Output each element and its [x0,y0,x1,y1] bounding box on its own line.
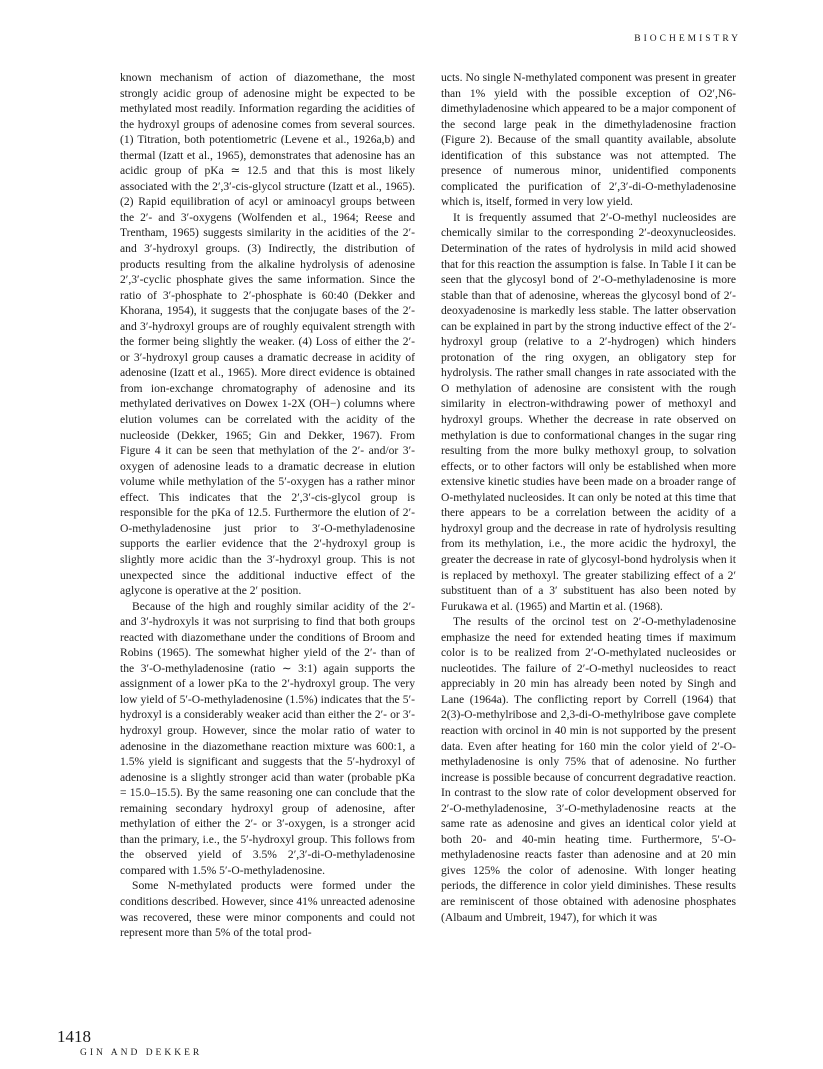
paragraph: known mechanism of action of diazomethane, the most strongly acidic group of adenosine might be expected to be methylated most readily. Information regarding the acidities of the hydroxyl groups of adenosine comes from several sources. (1) Titration, both potentiometric (Levene et al., 1926a,b) and thermal (Izatt et al., 1965), demonstrates that adenosine has an acidic group of pKa ≃ 12.5 and that this is most likely associated with the 2′,3′-cis-glycol structure (Izatt et al., 1965). (2) Rapid equilibration of acyl or aminoacyl groups between the 2′- and 3′-oxygens (Wolfenden et al., 1964; Reese and Trentham, 1965) suggests similarity in the acidities of the 2′- and 3′-hydroxyl groups. (3) Indirectly, the distribution of products resulting from the alkaline hydrolysis of adenosine 2′,3′-cyclic phosphate gives the same information. Since the ratio of 3′-phosphate to 2′-phosphate is 60:40 (Dekker and Khorana, 1954), it suggests that the conjugate bases of the 2′- and 3′-hydroxyl groups are of roughly equivalent strength with the former being slightly the weaker. (4) Loss of either the 2′- or 3′-hydroxyl group causes a dramatic decrease in acidity of adenosine (Izatt et al., 1965). More direct evidence is obtained from ion-exchange chromatography of adenosine and its methylated derivatives on Dowex 1-2X (OH−) columns where elution volumes can be correlated with the acidity of the nucleoside (Dekker, 1965; Gin and Dekker, 1967). From Figure 4 it can be seen that methylation of the 2′- and/or 3′-oxygen of adenosine leads to a dramatic decrease in elution volume while methylation of the 5′-oxygen has a rather minor effect. This indicates that the 2′,3′-cis-glycol group is responsible for the pKa of 12.5. Furthermore the elution of 2′-O-methyladenosine just prior to 3′-O-methyladenosine supports the earlier evidence that the 2′-hydroxyl group is slightly more acidic than the 3′-hydroxyl group. This is not unexpected since the additional inductive effect of the aglycone is operative at the 2′ position. [120,71,415,598]
paragraph: It is frequently assumed that 2′-O-methyl nucleosides are chemically similar to the corresponding 2′-deoxynucleosides. Determination of the rates of hydrolysis in mild acid showed that for this reaction the assumption is false. In Table I it can be seen that the glycosyl bond of 2′-O-methyladenosine is more stable than that of adenosine, whereas the glycosyl bond of 2′-deoxyadenosine is markedly less stable. The latter observation can be explained in part by the strong inductive effect of the 2′-hydroxyl group (relative to a 2′-hydrogen) which hinders protonation of the ring oxygen, an obligatory step for hydrolysis. The rather small changes in rate associated with the O methylation of adenosine are consistent with the rough similarity in electron-withdrawing power of methoxyl and hydroxyl groups. Whether the decrease in rate observed on methylation is due to conformational changes in the sugar ring resulting from the more bulky methoxyl group, to solvation effects, or to other factors will only be established when more extensive kinetic studies have been made on a broader range of O-methylated nucleosides. It can only be noted at this time that there appears to be a correlation between the acidity of a hydroxyl group and the decrease in rate of hydrolysis resulting from its methylation, i.e., the more acidic the hydroxyl, the greater the decrease in rate of glycosyl-bond hydrolysis when it is replaced by methoxyl. The greater stabilizing effect of a 2′ substituent than of a 3′ substituent has also been noted by Furukawa et al. (1965) and Martin et al. (1968). [441,210,736,613]
paragraph: ucts. No single N-methylated component was present in greater than 1% yield with the possible exception of O2′,N6-dimethyladenosine which appeared to be a major component of the second large peak in the dimethyladenosine fraction (Figure 2). Because of the small quantity available, absolute identification of this substance was not attempted. The presence of numerous minor, unidentified components complicated the purification of 2′,3′-di-O-methyladenosine which is, itself, formed in very low yield. [441,71,736,209]
left-text-column [120,70,415,941]
paragraph: Some N-methylated products were formed under the conditions described. However, since 41% unreacted adenosine was recovered, these were minor components and could not represent more than 5% of the total prod- [120,879,415,940]
page-number: 1418 [57,1027,91,1046]
paragraph: Because of the high and roughly similar acidity of the 2′- and 3′-hydroxyls it was not surprising to find that both groups reacted with diazomethane under the conditions of Broom and Robins (1965). The somewhat higher yield of the 2′- than of the 3′-O-methyladenosine (ratio ∼ 3:1) again supports the assignment of a lower pKa to the 2′-hydroxyl group. The very low yield of 5′-O-methyladenosine (1.5%) indicates that the 5′-hydroxyl is a considerably weaker acid than either the 2′- or 3′-hydroxyl group. However, since the molar ratio of water to adenosine in the diazomethane reaction mixture was 600:1, a 1.5% yield is significant and suggests that the 5′-hydroxyl of adenosine is a slightly stronger acid than water (probable pKa = 15.0–15.5). By the same reasoning one can conclude that the remaining secondary hydroxyl group of adenosine, after methylation of either the 2′- or 3′-oxygen, is a stronger acid than the primary, i.e., the 5′-hydroxyl group. This follows from the observed yield of 3.5% 2′,3′-di-O-methyladenosine compared with 1.5% 5′-O-methyladenosine. [120,599,415,877]
running-footer: GIN AND DEKKER [80,1048,203,1058]
right-text-column [441,70,736,925]
paragraph: The results of the orcinol test on 2′-O-methyladenosine emphasize the need for extended heating times if maximum color is to be realized from 2′-O-methylated nucleosides or nucleotides. The failure of 2′-O-methyl nucleosides to react appreciably in 20 min has already been noted by Singh and Lane (1964a). The conflicting report by Correll (1964) that 2(3)-O-methylribose and 2,3-di-O-methylribose gave complete reaction with orcinol in 40 min is not supported by the present data. Even after heating for 160 min the color yield of 2′-O-methyladenosine is only 75% that of adenosine. No further increase is possible because of concurrent degradative reaction. In contrast to the slow rate of color development observed for 2′-O-methyladenosine, 3′-O-methyladenosine reacts at the same rate as adenosine and gives an identical color yield at both 20- and 40-min heating time. Furthermore, 5′-O-methyladenosine reacts faster than adenosine and at 20 min gives 125% the color of adenosine. With longer heating periods, the difference in color yield diminishes. These results are reminiscent of those obtained with adenosine phosphates (Albaum and Umbreit, 1947), for which it was [441,615,736,924]
running-header: BIOCHEMISTRY [634,34,741,44]
